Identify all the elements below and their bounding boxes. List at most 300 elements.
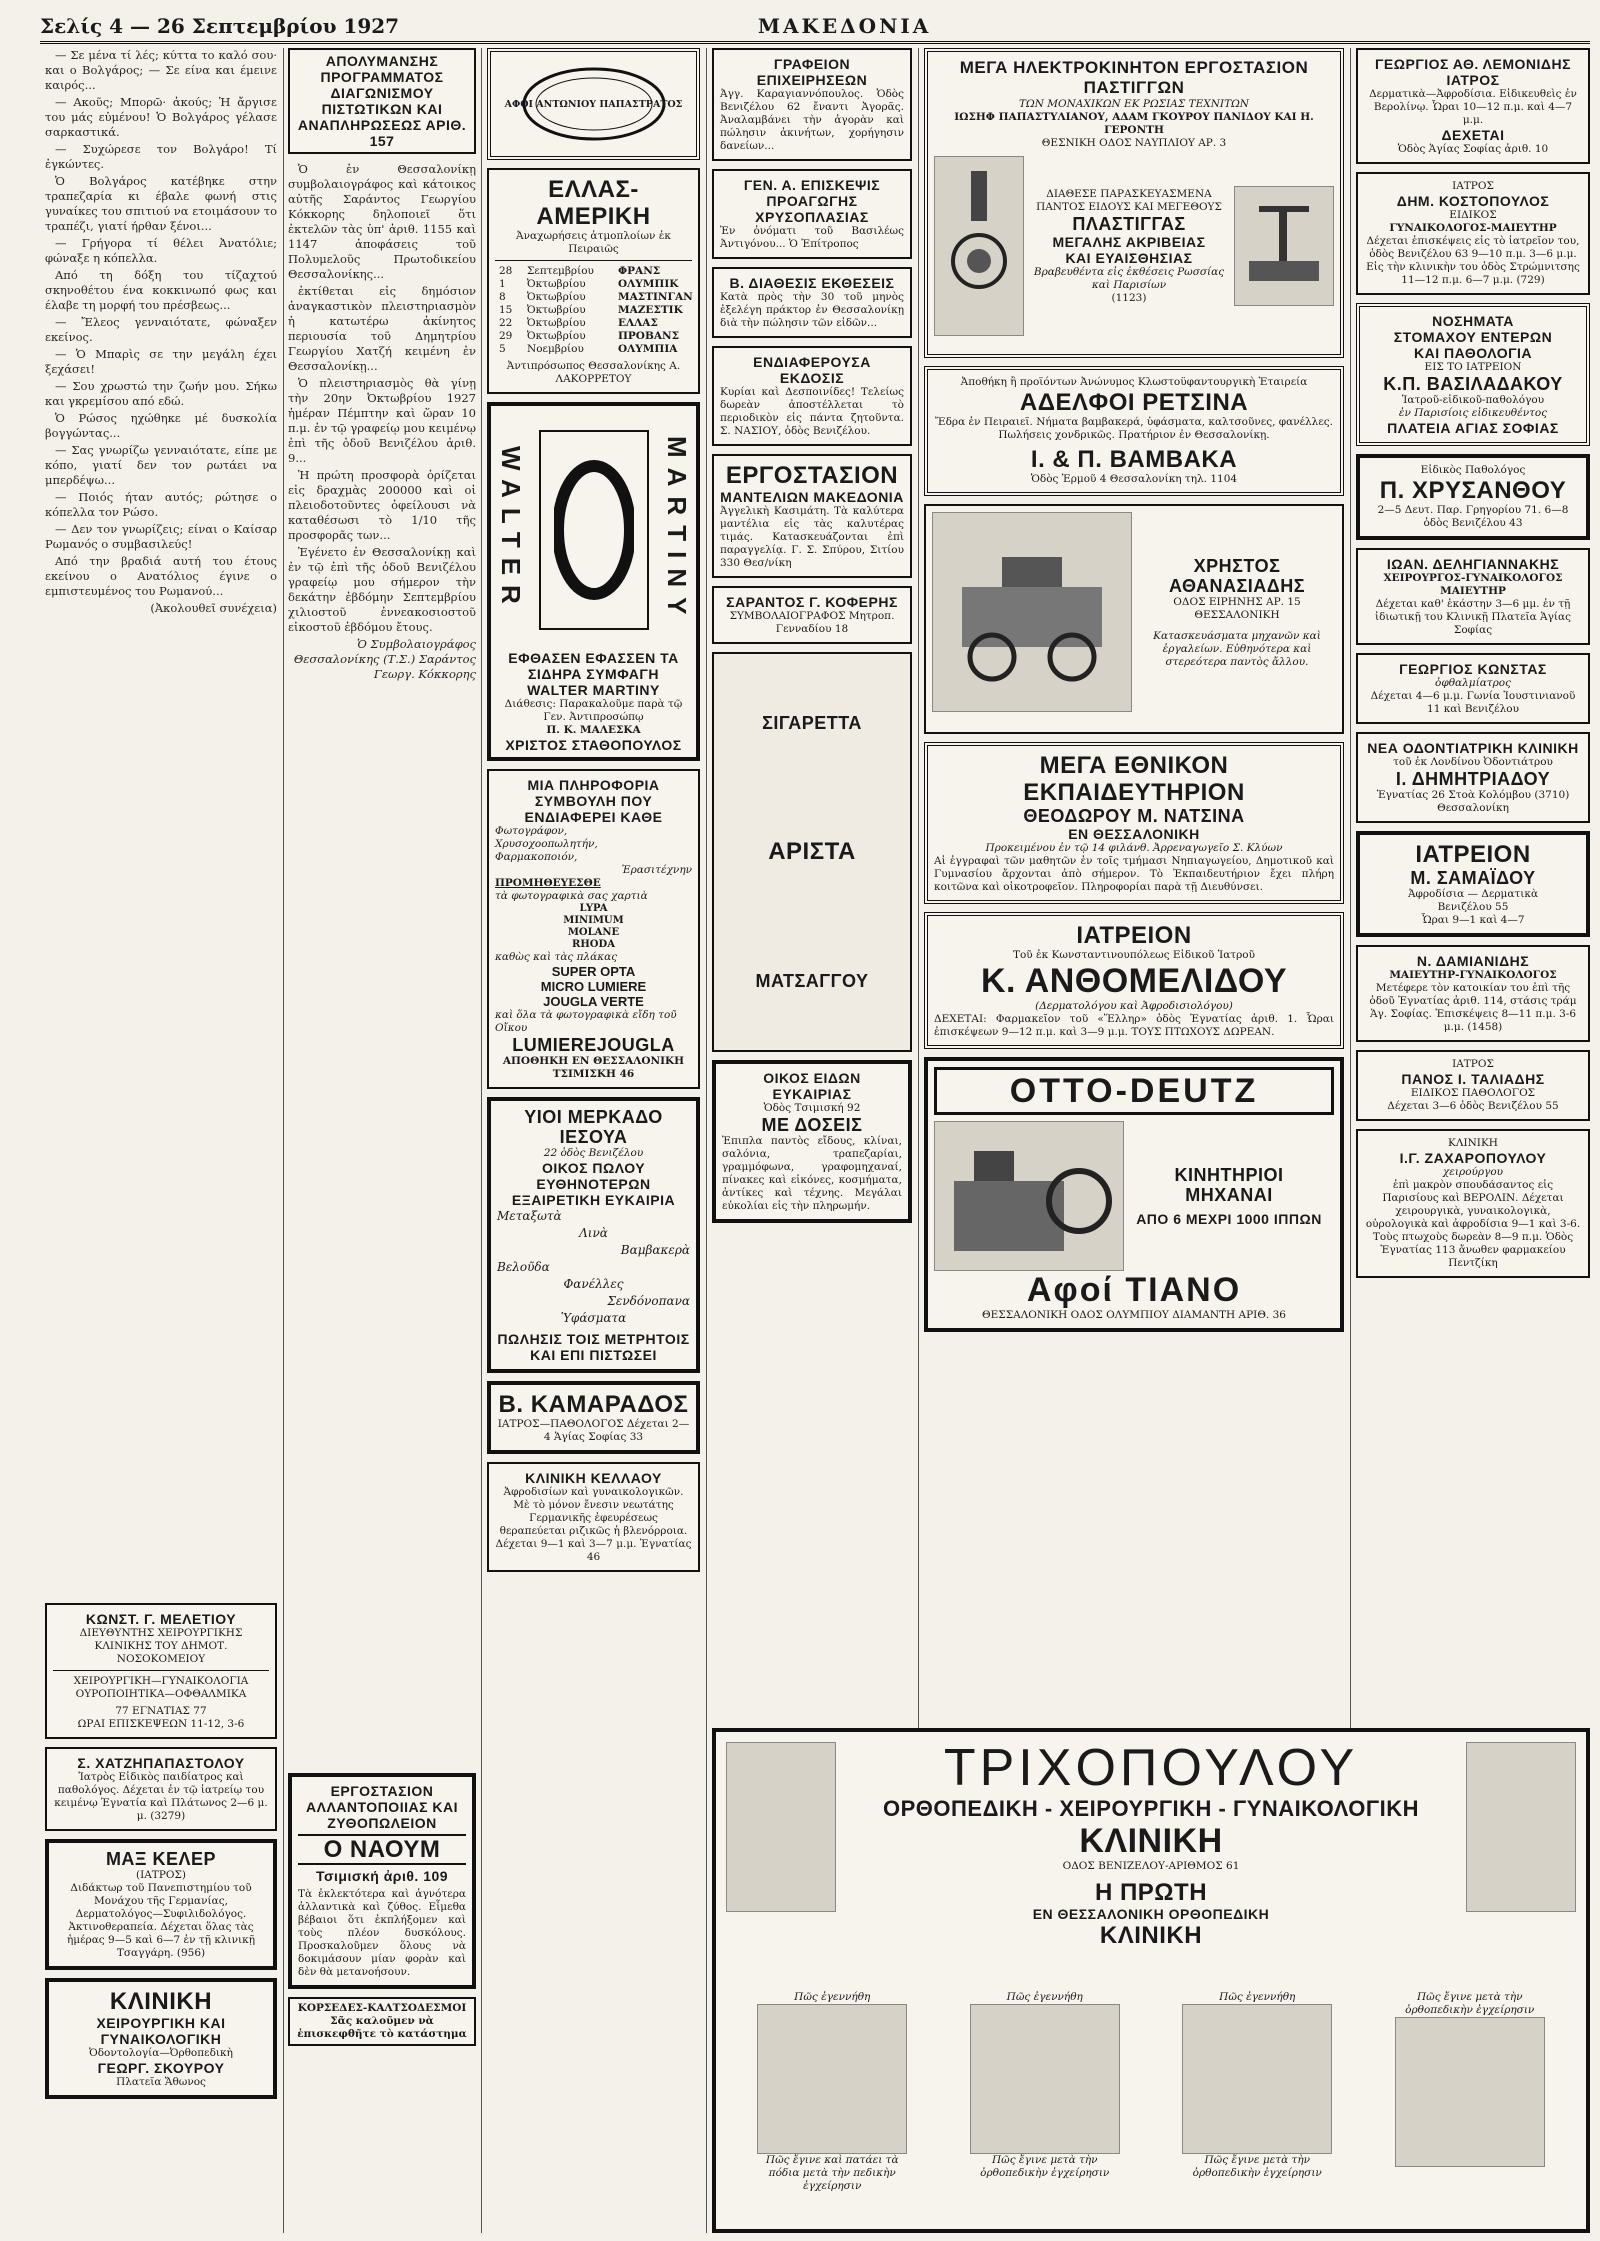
ad-name: Κ.Π. ΒΑΣΙΛΑΔΑΚΟΥ (1383, 374, 1563, 394)
sailing-month: Σεπτεμβρίου (527, 265, 594, 277)
story-paragraph: — Σου χρωστώ την ζωήν μου. Σήκω και γκρεμίσου από εδώ. (45, 379, 277, 408)
auction-notice (288, 162, 476, 682)
ad-cigarette (712, 652, 912, 1052)
sailing-day: 28 (499, 265, 513, 277)
ad-pre: ΙΑΤΡΟΣ (1452, 180, 1494, 192)
ad-title: ΕΙΔΙΚΟΣ (1449, 209, 1497, 221)
ad-walter-martiny (487, 402, 700, 761)
ad-line: ΜΗΧΑΝΑΙ (1185, 1185, 1273, 1205)
sailing-day: 5 (499, 343, 506, 355)
ad-retsina (924, 366, 1344, 496)
notice-title: ΓΕΝ. Α. ΕΠΙΣΚΕΨΙΣ ΠΡΟΑΓΩΓΗΣ ΧΡΥΣΟΠΛΑΣΙΑΣ (743, 177, 881, 225)
ad-owners: ΙΩΣΗΦ ΠΑΠΑΣΤΥΛΙΑΝΟΥ, ΑΔΑΜ ΓΚΟΥΡΟΥ ΠΑΝΙΔΟΥ ΚΑΙ Η. ΓΕΡΟΝΤΗ (954, 111, 1314, 136)
ad-subtitle: ΣΥΜΒΟΛΑΙΟΓΡΑΦΟΣ Μητροπ. Γενναδίου 18 (729, 610, 895, 635)
ad-title: ΥΙΟΙ ΜΕΡΚΑΔΟ ΙΕΣΟΥΑ (524, 1107, 663, 1147)
engine-drawing (944, 1131, 1114, 1261)
ad-korsedes (288, 1997, 476, 2046)
ad-title: ΜΕΓΑ ΕΘΝΙΚΟΝ ΕΚΠΑΙΔΕΥΤΗΡΙΟΝ (1023, 752, 1245, 806)
auction-paragraph: Ἐγένετο ἐν Θεσσαλονίκῃ καὶ ἐν τῷ ἐπὶ τῆς ὁδοῦ Βενιζέλου γραφείῳ μου σήμερον τὴν δεκάτην ἐβδόμην Σεπτεμβρίου χιλιοστοῦ ἐννεακοσιοστοῦ εἰκοστοῦ ἐβδόμου ἔτους. (288, 545, 476, 634)
ad-title: ΚΛΙΝΙΚΗ (109, 1988, 213, 2015)
ad-address: Βενιζέλου 55 (1437, 901, 1509, 913)
ad-address: ΘΕΣΝΙΚΗ ΟΔΟΣ ΝΑΥΠΛΙΟΥ ΑΡ. 3 (1041, 137, 1227, 149)
walter-vertical: WALTER (496, 446, 526, 614)
patient-photo-after-1 (1466, 1742, 1576, 1912)
ad-name: ΓΕΩΡΓΙΟΣ ΑΘ. ΛΕΜΟΝΙΔΗΣ (1375, 56, 1571, 72)
sailing-row (495, 343, 692, 356)
photo-caption: Πῶς ἔγινε μετὰ τὴν ὀρθοπεδικὴν ἐγχείρησιν (980, 2154, 1110, 2179)
ad-anthomelidou (924, 912, 1344, 1049)
ad-pre: ΚΛΙΝΙΚΗ (1448, 1137, 1498, 1149)
ad-line: ΧΕΙΡΟΥΡΓΙΚΗ—ΓΥΝΑΙΚΟΛΟΓΙΑ (73, 1675, 249, 1687)
ad-vasiladakis (1356, 303, 1590, 446)
fabric-item: Σενδόνοπανα (607, 1294, 690, 1308)
ad-text: Τὰ ἐκλεκτότερα καὶ ἁγνότερα ἀλλαντικὰ καὶ ζύθος. Εἶμεθα βέβαιοι ὅτι ἐκπλήξομεν καὶ τοὺς πλέον δυσκόλους. Προσκαλοῦμεν ὅλους νὰ δοκιμάσουν μίαν φορὰν καὶ δὲν θὰ μετανοήσουν. (298, 1888, 466, 1978)
medal-icon (934, 156, 1024, 336)
ad-subtitle: ἐν Παρισίοις εἰδικευθέντος (1398, 407, 1548, 419)
fabric-item: Φανέλλες (563, 1277, 624, 1291)
ad-samaidou (1356, 831, 1590, 937)
story-paragraph: — Ποιός ήταν αυτός; ρώτησε ο κόπελλα τον Ρώσο. (45, 490, 277, 519)
auction-header (288, 48, 476, 154)
ad-address: 22 ὁδὸς Βενιζέλου (543, 1147, 644, 1159)
ad-spec: Ἀφροδίσια — Δερματικὰ (1407, 888, 1539, 900)
story-paragraph: — Συχώρεσε τον Βολγάρο! Τί ἐγκώντες. (45, 142, 277, 171)
ad-text: Ἀγγελικὴ Κασιμάτη. Τὰ καλύτερα μαντέλια εἰς τὰς καλυτέρας τιμάς. Κατασκευάζονται ἐπὶ παραγγελίᾳ. Γ. Σ. Σπύρου, Σιτίου 330 Θεσ/νίκη (720, 505, 904, 569)
photo-card (757, 1991, 907, 2221)
ad-name: ΓΕΩΡΓΙΟΣ ΚΩΝΣΤΑΣ (1399, 661, 1547, 677)
ad-grafeion (712, 48, 912, 161)
ad-title: Β. ΚΑΜΑΡΑΔΟΣ (498, 1391, 689, 1418)
ad-title: ΜΕΓΑ ΗΛΕΚΤΡΟΚΙΝΗΤΟΝ ΕΡΓΟΣΤΑΣΙΟΝ ΠΑΣΤΙΓΓΩΝ (959, 58, 1309, 97)
ad-athanasiadis (924, 504, 1344, 734)
ad-line: καθὼς καὶ τὰς πλάκας (495, 951, 618, 963)
ad-line: Η ΠΡΩΤΗ (1094, 1879, 1208, 1906)
ad-spec: ΜΑΙΕΥΤΗΡ-ΓΥΝΑΙΚΟΛΟΓΟΣ (1389, 969, 1557, 981)
ad-subtitle: ΧΕΙΡΟΥΡΓΙΚΗ ΚΑΙ ΓΥΝΑΙΚΟΛΟΓΙΚΗ (96, 2015, 226, 2047)
ad-spec: ΓΥΝΑΙΚΟΛΟΓΟΣ-ΜΑΙΕΥΤΗΡ (1389, 222, 1557, 234)
sailing-ship: ΜΑΖΕΣΤΙΚ (618, 304, 683, 316)
ad-name: Ι.Γ. ΖΑΧΑΡΟΠΟΥΛΟΥ (1399, 1150, 1547, 1166)
ad-address: Τσιμισκή ἀριθ. 109 (315, 1868, 449, 1884)
sailing-month: Ὀκτωβρίου (527, 278, 586, 290)
ad-text: Διάθεσις: Παρακαλοῦμε παρὰ τῷ Γεν. Ἀντιπροσώπῳ (504, 698, 683, 723)
ad-title: ΟΙΚΟΣ ΕΙΔΩΝ ΕΥΚΑΙΡΙΑΣ (763, 1070, 861, 1102)
ad-footer: ΠΩΛΗΣΙΣ ΤΟΙΣ ΜΕΤΡΗΤΟΙΣ ΚΑΙ ΕΠΙ ΠΙΣΤΩΣΕΙ (497, 1331, 690, 1363)
ad-line: ΚΑΙ ΕΥΑΙΣΘΗΣΙΑΣ (1065, 249, 1193, 266)
ad-kostopoulos (1356, 172, 1590, 295)
auction-title: ΑΠΟΛΥΜΑΝΣΗΣ ΠΡΟΓΡΑΜΜΑΤΟΣ ΔΙΑΓΩΝΙΣΜΟΥ ΠΙΣΤΩΤΙΚΩΝ ΚΑΙ ΑΝΑΠΛΗΡΩΣΕΩΣ ΑΡΙΘ. 157 (297, 53, 467, 149)
ad-line: Ἐρασιτέχνην (621, 864, 692, 876)
ad-klinik: ΚΛΙΝΙΚΗ (1079, 1822, 1223, 1860)
ad-name: ΓΕΩΡΓ. ΣΚΟΥΡΟΥ (97, 2060, 225, 2076)
fabric-item: Βαμβακερὰ (620, 1243, 690, 1257)
ad-name: Ι. ΔΗΜΗΤΡΙΑΔΟΥ (1395, 769, 1551, 789)
tobacco-badge (487, 48, 700, 160)
column-4 (712, 48, 912, 1728)
ad-hellas-america (487, 168, 700, 394)
ad-pre: ΙΑΤΡΕΙΟΝ (1076, 922, 1192, 949)
ad-title: ΤΡΙΧΟΠΟΥΛΟΥ (943, 1739, 1359, 1797)
notice-title: Β. ΔΙΑΘΕΣΙΣ ΕΚΘΕΣΕΙΣ (729, 275, 895, 291)
ad-text: Μετέφερε τὸν κατοικίαν του ἐπὶ τῆς ὁδοῦ Ἐγνατίας ἀριθ. 114, στάσις τράμ Ἁγ. Σοφίας. Ἐπισκέψεις 8—11 π.μ. 3-6 μ.μ. (1458) (1369, 982, 1577, 1033)
scale-icon (1234, 186, 1334, 306)
ad-subtitle: (ΙΑΤΡΟΣ) (135, 1869, 187, 1881)
ad-subtitle: τοῦ ἐκ Λονδίνου Ὀδοντιάτρου (1393, 756, 1553, 768)
ad-line: καὶ ὅλα τὰ φωτογραφικὰ εἴδη τοῦ Οἴκου (495, 1009, 677, 1034)
ad-brand: WALTER MARTINY (527, 682, 660, 698)
ad-text: Ἀφροδισίων καὶ γυναικολογικῶν. Μὲ τὸ μόνον ἔνεσιν νεωτάτης Γερμανικῆς ἐφευρέσεως θεραπεύεται ριζικῶς ἡ βλενόρροια. Δέχεται 9—1 καὶ 3—7 μ.μ. Ἐγνατίας 46 (495, 1486, 692, 1563)
column-3 (487, 48, 700, 2233)
ad-address: 77 ΕΓΝΑΤΙΑΣ 77 (115, 1705, 207, 1717)
ad-text: Ἀγγ. Καραγιαννόπουλος. Ὁδὸς Βενιζέλου 62 ἔναντι Ἀγορᾶς. Ἀναλαμβάνει τὴν ἀγορὰν καὶ πώλησιν ἀκινήτων, χορήγησιν δανείων... (720, 88, 904, 152)
ad-line: ΣΙΓΑΡΕΤΤΑ (762, 712, 862, 733)
ad-line: ΕΝ ΘΕΣΣΑΛΟΝΙΚΗ ΟΡΘΟΠΕΔΙΚΗ (1032, 1906, 1270, 1922)
ad-title: ΚΩΝΣΤ. Γ. ΜΕΛΕΤΙΟΥ (85, 1611, 237, 1627)
ad-line: ΚΙΝΗΤΗΡΙΟΙ (1174, 1165, 1284, 1185)
ad-electric-factory (924, 48, 1344, 358)
paper-brand: LYPA (579, 903, 608, 914)
ad-line: ΠΡΟΜΗΘΕΥΕΣΘΕ (495, 877, 601, 889)
ad-title: ΑΔΕΛΦΟΙ ΡΕΤΣΙΝΑ (1019, 389, 1249, 416)
ad-hours: ΩΡΑΙ ΕΠΙΣΚΕΨΕΩΝ 11-12, 3-6 (77, 1718, 245, 1730)
ad-seller: ΧΡΙΣΤΟΣ ΣΤΑΘΟΠΟΥΛΟΣ (505, 737, 682, 753)
story-paragraph: — Γρήγορα τί θέλει Ἀνατόλιε; φώναξε η κόπελλα. (45, 236, 277, 265)
ad-title: ΕΡΓΟΣΤΑΣΙΟΝ (725, 462, 899, 489)
ad-line: ΚΑΙ ΠΑΘΟΛΟΓΙΑ (1413, 345, 1532, 361)
ad-text: Ἰατρὸς Εἰδικὸς παιδίατρος καὶ παθολόγος. Δέχεται ἐν τῷ ἰατρείῳ του κειμένῳ Ἐγνατία καὶ Πλάτωνος 2—6 μ. μ. (3279) (54, 1771, 268, 1822)
ad-address: Ὁδὸς Ἐρμοῦ 4 Θεσσαλονίκη τηλ. 1104 (1030, 473, 1238, 485)
ad-title: ΕΡΓΟΣΤΑΣΙΟΝ ΑΛΛΑΝΤΟΠΟΙΙΑΣ ΚΑΙ ΖΥΘΟΠΩΛΕΙΟΝ (306, 1783, 458, 1831)
ad-line: ΚΛΙΝΙΚΗ (1099, 1922, 1203, 1949)
sailings-table (495, 265, 692, 356)
ad-address: Ἐγνατίας 26 Στοὰ Κολόμβου (3710) Θεσσαλονίκη (1376, 789, 1570, 814)
ad-tagline: ΕΦΘΑΣΕΝ ΕΦΑΣΣΕΝ ΤΑ ΣΙΔΗΡΑ ΣΥΜΦΑΓΗ (508, 650, 679, 682)
ad-text: ΙΑΤΡΟΣ—ΠΑΘΟΛΟΓΟΣ Δέχεται 2—4 Ἁγίας Σοφίας 33 (497, 1418, 690, 1443)
photo-card (1395, 1991, 1545, 2221)
ad-spec: (Δερματολόγου καὶ Ἀφροδισιολόγου) (1035, 1000, 1233, 1012)
sailing-ship: ΟΛΥΜΠΙΑ (618, 343, 678, 355)
ad-name: Μ. ΣΑΜΑΪΔΟΥ (1410, 868, 1536, 888)
sailing-row (495, 304, 692, 317)
ad-line: ΠΑΝΤΟΣ ΕΙΔΟΥΣ ΚΑΙ ΜΕΓΕΘΟΥΣ (1036, 200, 1222, 213)
ad-title: ΣΑΡΑΝΤΟΣ Γ. ΚΟΦΕΡΗΣ (726, 594, 898, 610)
ad-agent: Ι. & Π. ΒΑΜΒΑΚΑ (1030, 446, 1238, 473)
ad-chrysanthou (1356, 454, 1590, 540)
story-paragraph: — Σε μένα τί λές; κύττα το καλό σου· και ο Βολγάρος; — Σε είνα και έμεινε καιρός... (45, 48, 277, 92)
story-paragraph: Από την βραδιά αυτή του έτους εκείνου ο Ανατόλιος έγινε ο εμπιστευμένος του Ρωμανού... (45, 554, 277, 598)
machine-illustration (932, 512, 1132, 712)
story-continuation: (Ἀκολουθεῖ συνέχεια) (150, 601, 277, 615)
ad-text: Ἐπιπλα παντὸς εἴδους, κλίναι, σαλόνια, τραπεζαρίαι, γραμμόφωνα, γραφομηχαναί, πίνακες καὶ εἰκόνες, κοσμήματα, ἀντίκες καὶ τέχνης. Μεγάλαι εὐκολίαι εἰς τὴν πληρωμήν. (722, 1135, 902, 1212)
ad-name: ΘΕΟΔΩΡΟΥ Μ. ΝΑΤΣΙΝΑ (1023, 806, 1245, 826)
ad-line: ΑΡΙΣΤΑ (768, 838, 856, 866)
ad-text: Αἱ ἐγγραφαὶ τῶν μαθητῶν ἐν τοῖς τμήμασι Νηπιαγωγείου, Δημοτικοῦ καὶ Γυμνασίου ἄρχονται ἀπὸ σήμερον. Τὸ Ἐκπαιδευτήριον ἔχει πλήρη κοιτῶνα καὶ οἰκοτροφεῖον. Πληροφορίαι παρὰ τῇ Διευθύνσει. (934, 855, 1334, 893)
ad-text: Κατασκευάσματα μηχανῶν καὶ ἐργαλείων. Εὐθηνότερα καὶ στερεότερα παντὸς ἄλλου. (1153, 629, 1321, 668)
ad-pre: Εἰδικὸς Παθολόγος (1420, 464, 1526, 476)
photo-card (970, 1991, 1120, 2221)
fabric-item: Μεταξωτὰ (497, 1209, 562, 1223)
ad-natsina (924, 742, 1344, 904)
ad-subtitle: ΔΙΕΥΘΥΝΤΗΣ ΧΕΙΡΟΥΡΓΙΚΗΣ ΚΛΙΝΙΚΗΣ ΤΟΥ ΔΗΜΟΤ. ΝΟΣΟΚΟΜΕΙΟΥ (79, 1627, 243, 1665)
letter-o-icon (554, 460, 634, 600)
ad-subtitle: ΟΙΚΟΣ ΠΩΛΟΥ ΕΥΘΗΝΟΤΕΡΩΝ ΕΞΑΙΡΕΤΙΚΗ ΕΥΚΑΙΡΙΑ (511, 1160, 676, 1208)
ad-line: ΕΙΣ ΤΟ ΙΑΤΡΕΙΟΝ (1424, 361, 1522, 373)
ad-agent: Π. Κ. ΜΑΛΕΣΚΑ (546, 724, 641, 736)
ad-spec: ΕΙΔΙΚΟΣ ΠΑΘΟΛΟΓΟΣ (1410, 1087, 1536, 1099)
sailing-day: 1 (499, 278, 506, 290)
ad-line: ΔΙΑΘΕΣΕ ΠΑΡΑΣΚΕΥΑΣΜΕΝΑ (1046, 187, 1212, 200)
patient-photo (970, 2004, 1120, 2154)
ad-brand: Αφοί ΤΙΑΝΟ (1026, 1271, 1242, 1309)
story-paragraph: — Σας γνωρίζω γενναιότατε, είπε με κόπο, γιατί δεν τον ρωτάει να μπερδέψω... (45, 443, 277, 487)
ad-line: Ἀποθήκη ἢ προϊόντων Ἀνώνυμος Κλωστοϋφαντουργικὴ Ἑταιρεία (960, 376, 1308, 388)
ad-name: ΙΩΑΝ. ΔΕΛΗΓΙΑΝΝΑΚΗΣ (1386, 556, 1560, 572)
auction-paragraph: Ὁ ἐν Θεσσαλονίκῃ συμβολαιογράφος καὶ κάτοικος αὐτῆς Σαράντος Γεωργίου Κόκκορης δηλοποιεῖ ὅτι ἐκτελῶν τὰς ὑπ' ἀριθ. 1155 καὶ 1147 ἀποφάσεις τοῦ Πολυμελοῦς Πρωτοδικείου Θεσσαλονίκης... (288, 162, 476, 281)
sailing-ship: ΕΛΛΑΣ (618, 317, 658, 329)
ad-line: ΜΕΓΑΛΗΣ ΑΚΡΙΒΕΙΑΣ (1052, 233, 1206, 250)
sailing-row (495, 317, 692, 330)
ad-kostas (1356, 653, 1590, 724)
story-paragraph: Ὁ Ρώσος ηχώθηκε μέ δυσκολία βογγώντας... (45, 411, 277, 440)
ad-title: ΚΛΙΝΙΚΗ ΚΕΛΛΑΟΥ (525, 1470, 662, 1486)
paper-brand: MINIMUM (563, 915, 624, 926)
ad-subtitle: ΤΩΝ ΜΟΝΑΧΙΚΩΝ ΕΚ ΡΩΣΙΑΣ ΤΕΧΝΙΤΩΝ (1019, 98, 1249, 110)
ad-otto-deutz (924, 1057, 1344, 1332)
column-1 (45, 48, 277, 2233)
ad-subtitle: ΜΑΝΤΕΛΙΩΝ ΜΑΚΕΔΟΝΙΑ (720, 489, 904, 505)
ad-spec: ΧΕΙΡΟΥΡΓΟΣ-ΓΥΝΑΙΚΟΛΟΓΟΣ ΜΑΙΕΥΤΗΡ (1383, 572, 1563, 597)
ad-ekdosis (712, 346, 912, 446)
photo-card (1182, 1991, 1332, 2221)
auction-paragraph: Ἡ πρώτη προσφορὰ ὁρίζεται εἰς δραχμὰς 200000 καὶ οἱ πλειοδοτοῦντες ὀφείλουσι νὰ καταθέσωσι τὸ 1/10 τῆς προσφορᾶς των... (288, 468, 476, 542)
sailing-month: Ὀκτωβρίου (527, 317, 586, 329)
ad-title: ΙΑΤΡΟΣ (1446, 72, 1500, 88)
ad-line: ΝΟΣΗΜΑΤΑ (1432, 313, 1514, 329)
ad-address: Πλατεῖα Ἄθωνος (116, 2076, 206, 2088)
ad-odontiatriki (1356, 732, 1590, 823)
patient-photo (1182, 2004, 1332, 2154)
column-5 (924, 48, 1344, 1728)
ad-code: (1123) (1111, 291, 1147, 304)
ad-text: ἐπὶ μακρὸν σπουδάσαντος εἰς Παρισίους καὶ ΒΕΡΟΛΙΝ. Δέχεται χειρουργικὰ, γυναικολογικὰ, οὐρολογικὰ καὶ ἀφροδίσια 9—1 καὶ 3-6. Τοὺς πτωχοὺς δωρεὰν 8—9 π.μ. Ὁδὸς Ἐγνατίας 113 ἄνωθεν φαρμακείου Πεντζίκη (1365, 1179, 1581, 1269)
ad-subtitle: ΟΡΘΟΠΕΔΙΚΗ - ΧΕΙΡΟΥΡΓΙΚΗ - ΓΥΝΑΙΚΟΛΟΓΙΚΗ (883, 1796, 1419, 1821)
plate-brand: SUPER OPTA (551, 964, 636, 979)
ad-title: ΜΑΞ ΚΕΛΕΡ (105, 1849, 217, 1869)
fabric-item: Βελοῦδα (497, 1260, 550, 1274)
patient-photo (1395, 2017, 1545, 2167)
ad-subtitle: Ἀναχωρήσεις ἀτμοπλοίων ἐκ Πειραιῶς (516, 230, 671, 255)
ad-line: Χρυσοχοοπωλητήν, (495, 838, 598, 850)
ad-name: Π. ΧΡΥΣΑΝΘΟΥ (1379, 477, 1567, 504)
ad-taliadis (1356, 1050, 1590, 1121)
sailing-month: Ὀκτωβρίου (527, 304, 586, 316)
ad-subtitle: Τοῦ ἐκ Κωνσταντινουπόλεως Εἰδικοῦ Ἰατροῦ (1012, 949, 1255, 961)
ad-title: OTTO-DEUTZ (934, 1067, 1334, 1115)
ad-name: Ο ΝΑΟΥΜ (298, 1834, 466, 1865)
ad-pre: ΙΑΤΡΟΣ (1452, 1058, 1494, 1070)
sailing-row (495, 278, 692, 291)
notice-text: Κατὰ πρὸς τὴν 30 τοῦ μηνὸς ἐξελέγη πράκτορ ἐν Θεσσαλονίκῃ διὰ τὴν πώλησιν τῶν εἰδῶν... (720, 291, 904, 329)
ad-kamarados (487, 1381, 700, 1454)
ad-title: Σ. ΧΑΤΖΗΠΑΠΑΣΤΟΛΟΥ (77, 1755, 245, 1771)
ad-address: ΟΔΟΣ ΒΕΝΙΖΕΛΟΥ-ΑΡΙΘΜΟΣ 61 (1062, 1860, 1240, 1872)
ad-line: Φωτογράφον, (495, 825, 568, 837)
ad-klinik-skourou (45, 1978, 277, 2099)
ad-line: τὰ φωτογραφικὰ σας χαρτιὰ (495, 890, 648, 902)
masthead (40, 10, 1590, 44)
tobacco-badge-text: ΑΦΟΙ ΑΝΤΩΝΙΟΥ ΠΑΠΑΣΤΡΑΤΟΣ (504, 98, 683, 110)
ad-merkado (487, 1097, 700, 1373)
ad-city: ΕΝ ΘΕΣΣΑΛΟΝΙΚΗ (1068, 826, 1200, 842)
ad-line: Ὀδοντολογία—Ὀρθοπεδικὴ (89, 2047, 233, 2059)
ad-lemonidis (1356, 48, 1590, 164)
photo-caption: Πῶς ἐγεννήθη (1219, 1991, 1296, 2003)
ad-damianidis (1356, 945, 1590, 1042)
ad-title: ΕΝΔΙΑΦΕΡΟΥΣΑ ΕΚΔΟΣΙΣ (753, 354, 871, 386)
ad-brand: LUMIEREJOUGLA (512, 1035, 675, 1055)
ad-agent: Ἀντιπρόσωπος Θεσσαλονίκης Α. ΛΑΚΟΡΡΕΤΟΥ (506, 360, 681, 385)
sailing-day: 15 (499, 304, 513, 316)
sailing-day: 22 (499, 317, 513, 329)
ad-address: ΘΕΣΣΑΛΟΝΙΚΗ ΟΔΟΣ ΟΛΥΜΠΙΟΥ ΔΙΑΜΑΝΤΗ ΑΡΙΘ. 36 (982, 1309, 1286, 1321)
ad-spec: χειρούργου (1442, 1166, 1504, 1178)
auction-paragraph: ἐκτίθεται εἰς δημόσιον ἀναγκαστικὸν πλειστηριασμὸν ἡ κατωτέρω ἀκίνητος περιουσία τοῦ Δημητρίου Γεωργίου Χατζή κειμένη ἐν Θεσσαλονίκῃ... (288, 284, 476, 373)
walter-emblem (539, 430, 649, 630)
ad-address: ΠΛΑΤΕΙΑ ΑΓΙΑΣ ΣΟΦΙΑΣ (1387, 420, 1559, 436)
ad-text: Δέχεται 4—6 μ.μ. Γωνία Ἰουστινιανοῦ 11 καὶ Βενιζέλου (1370, 690, 1576, 715)
ad-spec: Ἰατροῦ-εἰδικοῦ-παθολόγου (1401, 394, 1545, 406)
notice-gold (712, 169, 912, 259)
photo-caption: Πῶς ἔγινε μετὰ τὴν ὀρθοπεδικὴν ἐγχείρησιν (1405, 1991, 1535, 2016)
ad-spec: ὀφθαλμίατρος (1435, 677, 1511, 689)
plate-brand: MICRO LUMIERE (540, 979, 647, 994)
sailing-day: 29 (499, 330, 513, 342)
ad-line: ΣΤΟΜΑΧΟΥ ΕΝΤΕΡΩΝ (1393, 329, 1553, 345)
ad-text: Δερματικὰ—Ἀφροδίσια. Εἰδικευθεὶς ἐν Βερολίνῳ. Ὧραι 10—12 π.μ. καὶ 4—7 μ.μ. (1369, 88, 1577, 126)
sailing-day: 8 (499, 291, 506, 303)
ad-deligiannakis (1356, 548, 1590, 645)
medal-drawing (949, 171, 1009, 321)
ad-naoum (288, 1773, 476, 1989)
story-paragraph: Από τη δόξη του τίζαχτού σκηνοθέτου ένα κοκκινωπό φως και έλαβε τη μορφή του πρέσβεως... (45, 268, 277, 312)
ad-text: Δέχεται καθ' ἑκάστην 3—6 μμ. ἐν τῇ ἰδιωτικῇ του Κλινικῇ Πλατεῖα Ἁγίας Σοφίας (1374, 598, 1572, 636)
photo-caption: Πῶς ἔγινε καὶ πατάει τὰ πόδια μετὰ τὴν πεδικὴν ἐγχείρησιν (765, 2154, 899, 2192)
ad-pre: ΙΑΤΡΕΙΟΝ (1415, 841, 1531, 868)
ad-address: Ὁδὸς Ἁγίας Σοφίας ἀριθ. 10 (1397, 143, 1549, 155)
ad-keller (45, 1839, 277, 1970)
ad-text: ΔΕΧΕΤΑΙ: Φαρμακεῖον τοῦ «Ἕλληρ» ὁδὸς Ἐγνατίας ἀριθ. 1. Ὧραι ἐπισκέψεων 9—12 π.μ. καὶ 3—9 μ.μ. ΤΟΥΣ ΠΤΩΧΟΥΣ ΔΩΡΕΑΝ. (934, 1013, 1334, 1038)
ad-title: ΜΙΑ ΠΛΗΡΟΦΟΡΙΑ ΣΥΜΒΟΥΛΗ ΠΟΥ ΕΝΔΙΑΦΕΡΕΙ ΚΑΘΕ (524, 777, 663, 825)
ad-title: ΝΕΑ ΟΔΟΝΤΙΑΤΡΙΚΗ ΚΛΙΝΙΚΗ (1367, 740, 1579, 756)
ad-text: Ἔδρα ἐν Πειραιεῖ. Νήματα βαμβακερά, ὑφάσματα, καλτσοῦνες, φανέλλες. Πωλήσεις χονδρικῶς. Πρατήριον ἐν Θεσσαλονίκῃ. (935, 416, 1333, 441)
photo-caption: Πῶς ἐγεννήθη (1006, 1991, 1083, 2003)
sailing-ship: ΦΡΑΝΣ (618, 265, 661, 277)
ad-address: ΟΔΟΣ ΕΙΡΗΝΗΣ ΑΡ. 15 (1173, 595, 1301, 608)
ad-address: ΑΠΟΘΗΚΗ ΕΝ ΘΕΣΣΑΛΟΝΙΚΗ ΤΣΙΜΙΣΚΗ 46 (502, 1055, 685, 1080)
ad-line: Φαρμακοποιόν, (495, 851, 578, 863)
notice-diathesis (712, 267, 912, 338)
ad-ergostasion (712, 454, 912, 578)
ad-text: Δέχεται ἐπισκέψεις εἰς τὸ ἰατρεῖον του, ὁδὸς Βενιζέλου 63 9—10 π.μ. 3—6 μ.μ. Εἰς τὴν κλινικὴν του ὁδὸς Στρώμνιτσης 11—12 π.μ. 6—7 μ.μ. (729) (1366, 235, 1580, 286)
ad-address: Ὁδὸς Τσιμισκή 92 (763, 1102, 861, 1114)
ad-photo-supplies (487, 769, 700, 1089)
ad-title: ΕΛΛΑΣ-ΑΜΕΡΙΚΗ (536, 176, 651, 230)
story-paragraph: — Ακοῦς; Μπορῶ· ἀκούς; Ἡ ἄργισε του μάς εὐμένου! Ὁ Βολγάρος γέλασε σαρκαστικά. (45, 95, 277, 139)
story-paragraph: — Ὁ Μπαρὶς σε την μεγάλη έχει ξεχάσει! (45, 347, 277, 376)
ad-text: Κυρίαι καὶ Δεσποινίδες! Τελείως δωρεὰν ἀποστέλλεται τὸ περιοδικὸν εἰς πάντα ζητοῦντα. Σ. ΝΑΣΙΟΥ, ὁδὸς Βενιζέλου. (720, 386, 904, 437)
column-rule (481, 48, 482, 2233)
ad-line: Βραβευθέντα εἰς ἐκθέσεις Ρωσσίας καὶ Παρισίων (1033, 265, 1225, 291)
column-rule (706, 48, 707, 2233)
ad-name: ΔΗΜ. ΚΟΣΤΟΠΟΥΛΟΣ (1396, 193, 1550, 209)
ad-title: ΓΡΑΦΕΙΟΝ ΕΠΙΧΕΙΡΗΣΕΩΝ (756, 56, 868, 88)
column-rule (283, 48, 284, 2233)
sailing-month: Ὀκτωβρίου (527, 291, 586, 303)
ad-line: ΟΥΡΟΠΟΙΗΤΙΚΑ—ΟΦΘΑΛΜΙΚΑ (75, 1688, 247, 1700)
ad-line: ΑΠΟ 6 ΜΕΧΡΙ 1000 ΙΠΠΩΝ (1136, 1211, 1322, 1227)
patient-photo-before-1 (726, 1742, 836, 1912)
column-6 (1356, 48, 1590, 1728)
story-paragraph: — Ἔλεος γενναιότατε, φώναξεν εκείνος. (45, 315, 277, 344)
ad-text: Δέχεται 3—6 ὁδὸς Βενιζέλου 55 (1387, 1100, 1559, 1112)
ad-kaires (712, 1060, 912, 1223)
fabric-item: Λινὰ (579, 1226, 608, 1240)
photo-caption: Πῶς ἐγεννήθη (794, 1991, 871, 2003)
ad-title: ΧΡΗΣΤΟΣ ΑΘΑΝΑΣΙΑΔΗΣ (1168, 555, 1306, 596)
sailing-row (495, 291, 692, 304)
ad-text: Διδάκτωρ τοῦ Πανεπιστημίου τοῦ Μονάχου τῆς Γερμανίας, Δερματολόγος—Συφιλιδολόγος. Ἀκτινοθεραπεία. Δέχεται ὅλας τὰς ἡμέρας 9—5 καὶ 6—7 ἐν τῇ κλινικῇ Τσαγγάρη. (956) (66, 1882, 256, 1959)
sailing-row (495, 265, 692, 278)
serial-story (45, 48, 277, 616)
ad-zacharopoulos (1356, 1129, 1590, 1278)
notice-text: Ἐν ὀνόματι τοῦ Βασιλέως Ἀντιγόνου... Ὁ Ἐπίτροπος (720, 225, 904, 250)
ad-hours: ΔΕΧΕΤΑΙ (1441, 127, 1505, 143)
scale-drawing (1244, 201, 1324, 291)
ad-text: ΚΟΡΣΕΔΕΣ-ΚΑΛΤΣΟΔΕΣΜΟΙ Σᾶς καλοῦμεν νὰ ἐπισκεφθῆτε τὸ κατάστημα (297, 2002, 467, 2040)
machine-drawing (942, 527, 1122, 697)
ad-subtitle: Προκειμένου ἐν τῷ 14 φιλάνθ. Ἀρρεναγωγεῖο Σ. Κλύων (985, 842, 1283, 854)
sailing-ship: ΜΑΣΤΙΝΓΑΝ (618, 291, 693, 303)
story-paragraph: — Δεν τον γνωρίζεις; είναι ο Καίσαρ Ρωμανός ο συμβασιλεύς! (45, 522, 277, 551)
ad-name: Ν. ΔΑΜΙΑΝΙΔΗΣ (1416, 953, 1530, 969)
column-2 (288, 48, 476, 2233)
story-paragraph: Ὁ Βολγάρος κατέβηκε στην τραπεζαρία κι έβαλε φωνή στις γυναίκες του σπιτιού να ετοιμάσουν το τραπέζι, γιατί ήρθαν ξένοι... (45, 174, 277, 233)
ad-hatzipapastolou (45, 1747, 277, 1831)
paper-brand: RHODA (572, 939, 615, 950)
martiny-vertical: MARTINY (662, 435, 692, 625)
patient-photos-row (726, 1991, 1576, 2221)
sailing-row (495, 330, 692, 343)
photo-caption: Πῶς ἔγινε μετὰ τὴν ὀρθοπεδικὴν ἐγχείρησιν (1192, 2154, 1322, 2179)
newspaper-title: ΜΑΚΕΔΟΝΙΑ (757, 13, 932, 38)
ad-name: ΠΑΝΟΣ Ι. ΤΑΛΙΑΔΗΣ (1401, 1071, 1545, 1087)
engine-illustration (934, 1121, 1124, 1271)
sailing-ship: ΟΛΥΜΠΙΚ (618, 278, 679, 290)
sailing-month: Νοεμβρίου (527, 343, 584, 355)
ad-hours: Ὧραι 9—1 καὶ 4—7 (1421, 914, 1525, 926)
ad-line: ΠΛΑΣΤΙΓΓΑΣ (1072, 213, 1186, 234)
ad-trichopoulou (712, 1728, 1590, 2233)
paper-brand: MOLANE (567, 927, 620, 938)
page-date: Σελίς 4 — 26 Σεπτεμβρίου 1927 (40, 13, 400, 38)
auction-signature: Ὁ Συμβολαιογράφος Θεσσαλονίκης (Τ.Σ.) Σαράντος Γεωργ. Κόκκορης (293, 637, 476, 681)
ad-text: 2—5 Δευτ. Παρ. Γρηγορίου 71. 6—8 ὁδὸς Βενιζέλου 43 (1377, 504, 1569, 529)
patient-photo (757, 2004, 907, 2154)
ad-line: ΜΑΤΣΑΓΓΟΥ (755, 971, 869, 992)
ad-meletiou (45, 1603, 277, 1739)
ad-subtitle: ΜΕ ΔΟΣΕΙΣ (761, 1115, 863, 1135)
auction-paragraph: Ὁ πλειστηριασμὸς θὰ γίνῃ τὴν 20ην Ὀκτωβρίου 1927 ἡμέραν Πέμπτην καὶ ὥραν 10 π.μ. ἐν τῷ γραφείῳ μου κειμένῳ ἐπὶ τῆς ὁδοῦ Βενιζέλου ἀριθ. 9... (288, 376, 476, 465)
